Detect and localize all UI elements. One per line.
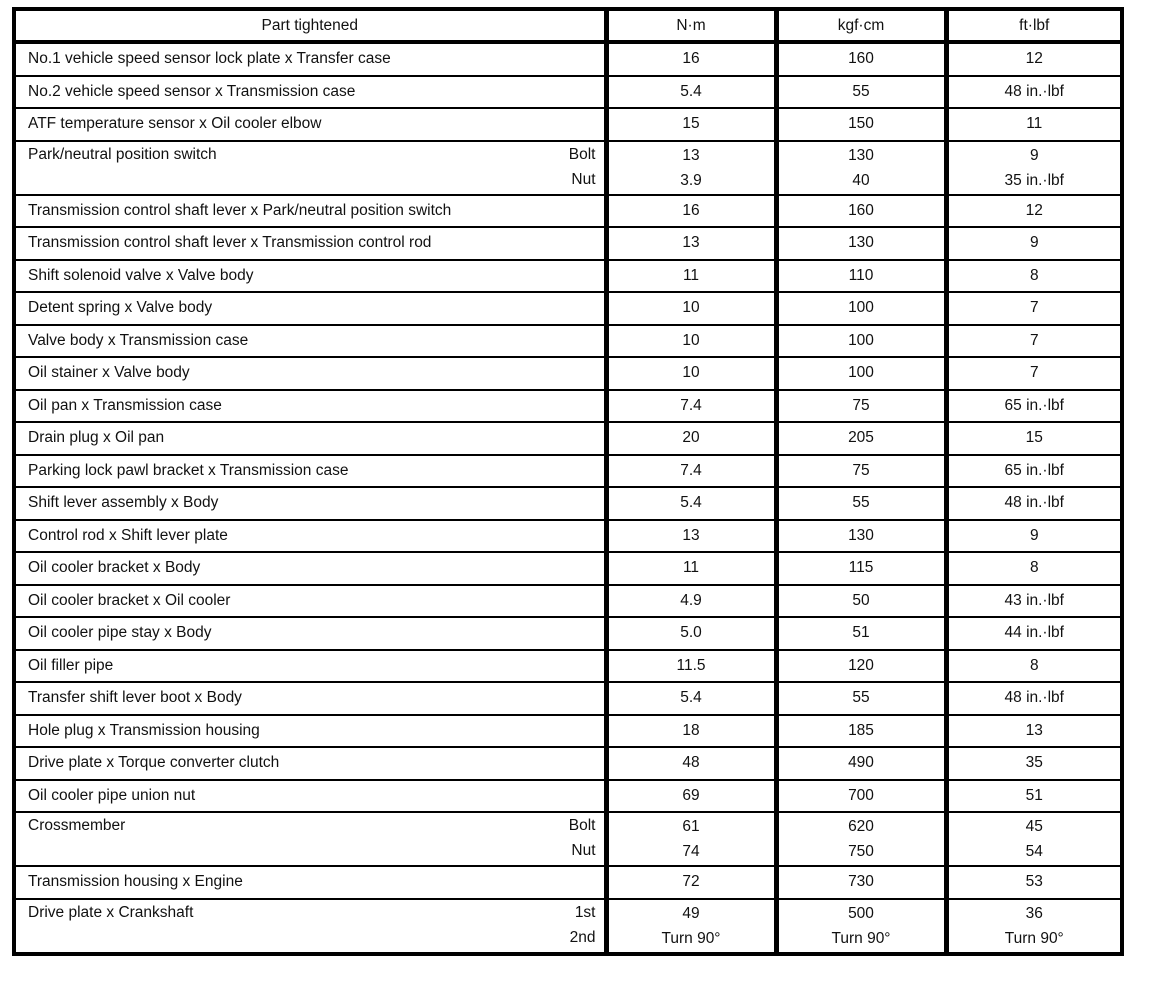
ftlbf-cell: 48 in.·lbf [946,76,1122,109]
table-row [14,195,1122,228]
part-name: Crossmember [28,817,126,834]
kgfcm-cell: 75 [776,455,946,488]
part-name: Drive plate x Crankshaft [28,903,194,921]
nm-cell: 13 [606,520,776,553]
ftlbf-cell: 44 in.·lbf [946,617,1122,650]
part-cell: Detent spring x Valve body [14,292,606,325]
nm-cell: 11 [606,552,776,585]
table-row [14,422,1122,455]
table-row [14,325,1122,358]
part-cell: Control rod x Shift lever plate [14,520,606,553]
table-row [14,866,1122,899]
nm-cell: 69 [606,780,776,813]
part-cell: Shift solenoid valve x Valve body [14,260,606,293]
kgfcm-cell: 55 [776,682,946,715]
nm-cell: 5.4 [606,76,776,109]
kgfcm-cell-value: 500 [848,904,874,922]
ftlbf-cell: 53 [946,866,1122,899]
ftlbf-cell: 43 in.·lbf [946,585,1122,618]
nm-cell [606,141,776,195]
table-row [14,780,1122,813]
part-cell: ATF temperature sensor x Oil cooler elbow [14,108,606,141]
kgfcm-cell: 160 [776,195,946,228]
kgfcm-cell: 55 [776,76,946,109]
kgfcm-cell: 115 [776,552,946,585]
ftlbf-cell-value: 36 [1025,904,1043,922]
table-row [14,357,1122,390]
ftlbf-cell: 35 [946,747,1122,780]
ftlbf-cell: 7 [946,357,1122,390]
nm-cell: 4.9 [606,585,776,618]
ftlbf-cell [946,812,1122,866]
part-cell: Oil cooler bracket x Oil cooler [14,585,606,618]
table-row [14,812,1122,866]
kgfcm-cell: 130 [776,227,946,260]
part-cell: Parking lock pawl bracket x Transmission case [14,455,606,488]
ftlbf-cell-value: 9 [1029,146,1039,164]
nm-cell: 13 [606,227,776,260]
ftlbf-cell: 13 [946,715,1122,748]
ftlbf-cell [946,899,1122,954]
ftlbf-cell: 7 [946,325,1122,358]
nm-cell: 5.4 [606,682,776,715]
table-row [14,76,1122,109]
part-cell: No.1 vehicle speed sensor lock plate x Transfer case [14,42,606,76]
table-row [14,108,1122,141]
nm-cell [606,812,776,866]
part-cell: Hole plug x Transmission housing [14,715,606,748]
ftlbf-cell: 8 [946,552,1122,585]
kgfcm-cell [776,141,946,195]
header-kgfcm: kgf·cm [776,9,946,42]
part-sub-label: 1st [574,903,596,921]
part-cell: Transfer shift lever boot x Body [14,682,606,715]
nm-cell: 10 [606,325,776,358]
kgfcm-cell: 205 [776,422,946,455]
kgfcm-cell: 75 [776,390,946,423]
part-sub-label: Bolt [568,817,596,834]
kgfcm-cell-value: 130 [848,146,874,164]
ftlbf-cell: 8 [946,260,1122,293]
part-cell [14,812,606,866]
part-sub-label: Bolt [568,145,596,163]
ftlbf-cell: 7 [946,292,1122,325]
nm-cell: 20 [606,422,776,455]
kgfcm-cell: 490 [776,747,946,780]
kgfcm-cell: 110 [776,260,946,293]
ftlbf-cell-value: 54 [1025,843,1043,860]
kgfcm-cell [776,812,946,866]
nm-cell: 18 [606,715,776,748]
table-row [14,141,1122,195]
kgfcm-cell: 100 [776,357,946,390]
kgfcm-cell: 120 [776,650,946,683]
ftlbf-cell: 11 [946,108,1122,141]
kgfcm-cell: 700 [776,780,946,813]
table-row [14,520,1122,553]
kgfcm-cell: 730 [776,866,946,899]
table-row [14,552,1122,585]
part-cell: Drain plug x Oil pan [14,422,606,455]
part-cell: Oil cooler pipe stay x Body [14,617,606,650]
header-row [14,9,1122,42]
part-cell: Shift lever assembly x Body [14,487,606,520]
table-row [14,487,1122,520]
ftlbf-cell: 9 [946,227,1122,260]
kgfcm-cell: 50 [776,585,946,618]
torque-spec-table [12,7,1124,956]
kgfcm-cell [776,899,946,954]
part-sub-label: Nut [571,170,596,188]
nm-cell: 5.0 [606,617,776,650]
part-sub-label: Nut [571,842,596,859]
table-row [14,227,1122,260]
kgfcm-cell-value: 40 [852,171,870,189]
table-row [14,899,1122,954]
table-row [14,715,1122,748]
nm-cell: 7.4 [606,390,776,423]
kgfcm-cell: 100 [776,325,946,358]
kgfcm-cell: 55 [776,487,946,520]
nm-cell: 11.5 [606,650,776,683]
part-cell: Valve body x Transmission case [14,325,606,358]
table-row [14,260,1122,293]
header-nm: N·m [606,9,776,42]
nm-cell: 10 [606,292,776,325]
part-cell: Transmission control shaft lever x Park/neutral position switch [14,195,606,228]
ftlbf-cell: 51 [946,780,1122,813]
kgfcm-cell: 185 [776,715,946,748]
nm-cell: 15 [606,108,776,141]
nm-cell-value: 61 [682,818,700,835]
part-cell: Oil cooler bracket x Body [14,552,606,585]
nm-cell: 10 [606,357,776,390]
ftlbf-cell: 15 [946,422,1122,455]
ftlbf-cell: 8 [946,650,1122,683]
table-body [14,42,1122,954]
kgfcm-cell: 100 [776,292,946,325]
part-cell: Drive plate x Torque converter clutch [14,747,606,780]
part-cell: Transmission control shaft lever x Transmission control rod [14,227,606,260]
table-row [14,455,1122,488]
kgfcm-cell: 130 [776,520,946,553]
table-row [14,42,1122,76]
table-row [14,292,1122,325]
table-row [14,585,1122,618]
ftlbf-cell: 65 in.·lbf [946,390,1122,423]
table-row [14,650,1122,683]
ftlbf-cell-value: 35 in.·lbf [1004,171,1064,189]
nm-cell: 7.4 [606,455,776,488]
table-row [14,390,1122,423]
kgfcm-cell: 51 [776,617,946,650]
nm-cell: 16 [606,42,776,76]
nm-cell-value: 49 [682,904,700,922]
nm-cell-value: 74 [682,843,700,860]
kgfcm-cell-value: Turn 90° [831,929,891,947]
part-cell: Oil filler pipe [14,650,606,683]
nm-cell-value: Turn 90° [661,929,721,947]
nm-cell: 16 [606,195,776,228]
part-cell [14,141,606,195]
ftlbf-cell-value: 45 [1025,818,1043,835]
kgfcm-cell: 160 [776,42,946,76]
nm-cell-value: 13 [682,146,700,164]
ftlbf-cell: 9 [946,520,1122,553]
part-sub-label: 2nd [569,928,596,946]
table-row [14,617,1122,650]
ftlbf-cell: 12 [946,42,1122,76]
kgfcm-cell: 150 [776,108,946,141]
part-cell: Oil cooler pipe union nut [14,780,606,813]
part-cell [14,899,606,954]
table-row [14,747,1122,780]
header-part: Part tightened [14,9,606,42]
nm-cell: 11 [606,260,776,293]
ftlbf-cell: 65 in.·lbf [946,455,1122,488]
nm-cell-value: 3.9 [680,171,702,189]
part-cell: Oil pan x Transmission case [14,390,606,423]
ftlbf-cell [946,141,1122,195]
ftlbf-cell: 48 in.·lbf [946,682,1122,715]
kgfcm-cell-value: 750 [848,843,874,860]
ftlbf-cell: 48 in.·lbf [946,487,1122,520]
kgfcm-cell-value: 620 [848,818,874,835]
nm-cell: 72 [606,866,776,899]
part-cell: No.2 vehicle speed sensor x Transmission case [14,76,606,109]
header-ftlbf: ft·lbf [946,9,1122,42]
part-cell: Transmission housing x Engine [14,866,606,899]
nm-cell: 48 [606,747,776,780]
ftlbf-cell-value: Turn 90° [1004,929,1064,947]
ftlbf-cell: 12 [946,195,1122,228]
part-cell: Oil stainer x Valve body [14,357,606,390]
nm-cell [606,899,776,954]
part-name: Park/neutral position switch [28,145,217,163]
nm-cell: 5.4 [606,487,776,520]
table-row [14,682,1122,715]
